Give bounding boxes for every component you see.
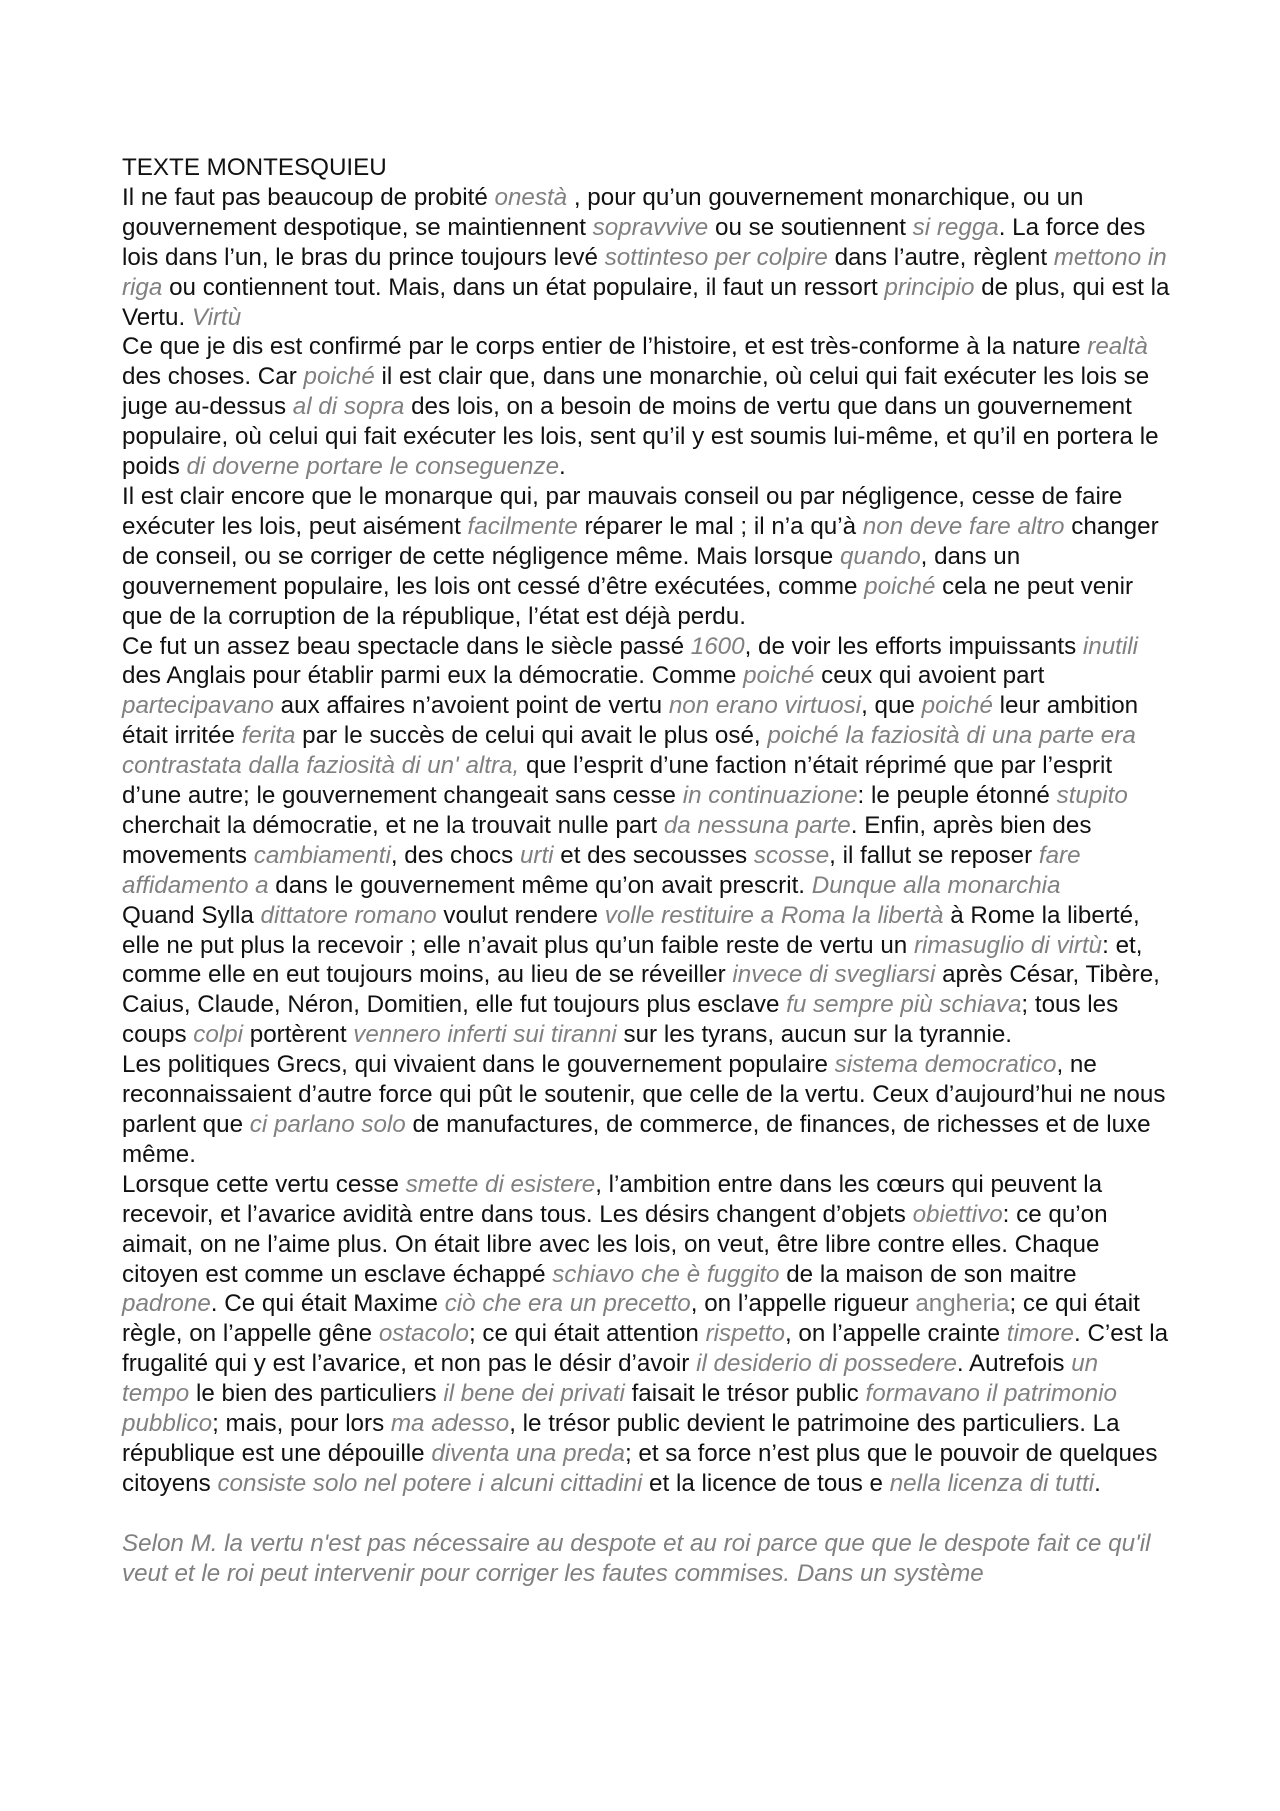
french-text: réparer le mal ; il n’a qu’à — [577, 512, 863, 540]
italian-translation: Virtù — [191, 303, 242, 331]
french-text: . — [1094, 1469, 1101, 1497]
italian-translation: smette di esistere — [405, 1170, 596, 1198]
french-text: : et, comme elle en eut toujours moins, au lieu de se réveiller — [122, 931, 1143, 989]
italian-translation: un tempo — [122, 1350, 1099, 1408]
italian-translation: invece di svegliarsi — [732, 961, 936, 989]
italian-translation: quando — [839, 542, 921, 570]
italian-translation: di doverne portare le conseguenze — [186, 453, 560, 481]
comment-paragraph: Selon M. la vertu n'est pas nécessaire au despote et au roi parce que que le despote fait ce qu'il veut et le roi peut intervenir pour corriger les fautes commises. Dans un système — [122, 1529, 1151, 1587]
french-text: ou se soutiennent — [708, 213, 913, 241]
italian-translation: urti — [519, 841, 554, 869]
french-text: ceux qui avoient part — [814, 662, 1045, 690]
french-text: , dans un gouvernement populaire, les lois ont cessé d’être exécutées, comme — [122, 542, 1021, 600]
french-text: faisait le trésor public — [624, 1380, 866, 1408]
french-text: Il ne faut pas beaucoup de probité — [122, 183, 495, 211]
italian-translation: in continuazione — [682, 782, 858, 810]
document-page — [122, 153, 1172, 1588]
french-text: . Autrefois — [956, 1350, 1072, 1378]
french-text: des Anglais pour établir parmi eux la démocratie. Comme — [122, 662, 744, 690]
french-text: aux affaires n’avoient point de vertu — [273, 692, 669, 720]
italian-translation: diventa una preda — [431, 1439, 625, 1467]
italian-translation: non erano virtuosi — [668, 692, 862, 720]
italian-translation: principio — [884, 273, 975, 301]
french-text: , on l’appelle rigueur — [690, 1290, 916, 1318]
french-text: , le trésor public devient le patrimoine des particuliers. La république est une dépouille — [122, 1410, 1120, 1467]
french-text: dans l’autre, règlent — [827, 243, 1054, 271]
french-text: . Enfin, après bien des movements — [122, 811, 1092, 869]
italian-translation: rispetto — [705, 1320, 785, 1348]
paragraph — [122, 632, 1172, 901]
paragraph — [122, 1170, 1172, 1499]
document-body — [122, 183, 1172, 1499]
french-text: : le peuple étonné — [857, 782, 1057, 810]
italian-translation: ci parlano solo — [249, 1111, 406, 1138]
french-text: il est clair que, dans une monarchie, où celui qui fait exécuter les lois se juge au-dessus — [122, 363, 1150, 421]
italian-translation: consiste solo nel potere i alcuni cittadini — [217, 1469, 643, 1497]
italian-translation: sottinteso per colpire — [604, 243, 828, 271]
french-text: , que — [861, 692, 922, 720]
italian-translation: nella licenza di tutti — [889, 1469, 1095, 1497]
italian-translation: Dunque alla monarchia — [811, 871, 1061, 899]
french-text: et la licence de tous e — [642, 1469, 890, 1497]
paragraph — [122, 332, 1172, 482]
french-text: ; ce qui était règle, on l’appelle gêne — [122, 1290, 1140, 1348]
french-text: de manufactures, de commerce, de finances, de richesses et de luxe même. — [122, 1111, 1151, 1168]
french-text: , de voir les efforts impuissants — [744, 632, 1083, 660]
italian-translation: rimasuglio di virtù — [913, 931, 1103, 959]
french-text: . C’est la frugalité qui y est l’avarice, et non pas le désir d’avoir — [122, 1320, 1169, 1378]
french-text: : ce qu’on aimait, on ne l’aime plus. On était libre avec les lois, on veut, être libre contre elles. Chaque citoyen est comme un esclave échappé — [122, 1200, 1108, 1288]
italian-translation: ferita — [241, 722, 296, 750]
french-text: Quand Sylla — [122, 901, 261, 929]
french-text: Ce fut un assez beau spectacle dans le siècle passé — [122, 632, 691, 660]
french-text: . La force des lois dans l’un, le bras du prince toujours levé — [122, 213, 1146, 271]
french-text: Ce que je dis est confirmé par le corps entier de l’histoire, et est très-conforme à la nature — [122, 333, 1088, 361]
french-text: . Ce qui était Maxime — [210, 1290, 445, 1318]
italian-translation: realtà — [1087, 333, 1148, 361]
italian-translation: onestà — [494, 183, 568, 211]
italian-translation: poiché — [921, 692, 993, 720]
french-text: portèrent — [243, 1021, 354, 1049]
italian-translation: al di sopra — [292, 393, 405, 421]
french-text: Les politiques Grecs, qui vivaient dans le gouvernement populaire — [122, 1051, 835, 1079]
italian-translation: sopravvive — [592, 213, 709, 241]
french-text: ; tous les coups — [122, 991, 1119, 1049]
italian-translation: volle restituire a Roma la libertà — [604, 901, 944, 929]
italian-translation: dittatore romano — [260, 901, 437, 929]
french-text: , pour qu’un gouvernement monarchique, ou un gouvernement despotique, se maintiennent — [122, 183, 1084, 241]
french-text: changer de conseil, ou se corriger de cette négligence même. Mais lorsque — [122, 512, 1159, 570]
italian-translation: fare affidamento a — [122, 841, 1081, 899]
italian-translation: inutili — [1082, 632, 1139, 660]
french-text: , des chocs — [390, 841, 520, 869]
italian-translation: 1600 — [690, 632, 745, 660]
italian-translation: poiché — [864, 572, 936, 600]
italian-translation: schiavo che è fuggito — [552, 1260, 780, 1288]
french-text: par le succès de celui qui avait le plus osé, — [295, 722, 768, 750]
french-text: ; mais, pour lors — [212, 1410, 391, 1438]
french-text: des choses. Car — [122, 363, 304, 391]
italian-translation: cambiamenti — [253, 841, 391, 869]
italian-translation: scosse — [753, 841, 830, 869]
french-text: Lorsque cette vertu cesse — [122, 1170, 406, 1198]
french-text: Il est clair encore que le monarque qui, par mauvais conseil ou par négligence, cesse de faire exécuter les lois, peut aisément — [122, 482, 1123, 540]
french-text: à Rome la liberté, elle ne put plus la recevoir ; elle n’avait plus qu’un faible reste de vertu un — [122, 901, 1140, 959]
italian-translation: ciò che era un precetto — [444, 1290, 691, 1318]
french-text: des lois, on a besoin de moins de vertu que dans un gouvernement populaire, où celui qui fait exécuter les lois, sent qu’il y est soumis lui-même, et qu’il en portera le poids — [122, 393, 1159, 481]
italian-translation: da nessuna parte — [663, 811, 851, 839]
french-text: de la maison de son maitre — [779, 1260, 1077, 1288]
italian-translation: timore — [1006, 1320, 1074, 1348]
french-text: , il fallut se reposer — [829, 841, 1039, 869]
italian-translation: angheria — [915, 1290, 1010, 1318]
paragraph — [122, 901, 1172, 1051]
french-text: leur ambition était irritée — [122, 692, 1139, 750]
italian-translation: sistema democratico — [834, 1051, 1057, 1079]
italian-translation: facilmente — [467, 512, 578, 540]
italian-translation: formavano il patrimonio pubblico — [122, 1380, 1117, 1438]
italian-translation: si regga — [912, 213, 999, 241]
italian-translation: ostacolo — [378, 1320, 469, 1348]
italian-translation: stupito — [1056, 782, 1128, 810]
italian-translation: poiché la faziosità di una parte era contrastata dalla faziosità di un' altra, — [122, 722, 1136, 780]
french-text: que l’esprit d’une faction n’était réprimé que par l’esprit d’une autre; le gouvernement changeait sans cesse — [122, 752, 1113, 810]
italian-translation: colpi — [193, 1021, 244, 1049]
french-text: de plus, qui est la Vertu. — [122, 273, 1170, 331]
italian-translation: obiettivo — [912, 1200, 1003, 1228]
italian-translation: vennero inferti sui tiranni — [353, 1021, 617, 1049]
french-text: ; ce qui était attention — [468, 1320, 706, 1348]
french-text: cela ne peut venir que de la corruption de la république, l’état est déjà perdu. — [122, 572, 1134, 630]
italian-translation: poiché — [743, 662, 815, 690]
french-text: ou contiennent tout. Mais, dans un état populaire, il faut un ressort — [162, 273, 885, 301]
paragraph — [122, 1050, 1172, 1170]
french-text: cherchait la démocratie, et ne la trouvait nulle part — [122, 811, 664, 839]
french-text: . — [559, 453, 566, 481]
italian-translation: il bene dei privati — [443, 1380, 625, 1408]
french-text: , ne reconnaissaient d’autre force qui pût le soutenir, que celle de la vertu. Ceux d’aujourd’hui ne nous parlent que — [122, 1051, 1166, 1138]
paragraph-spacer — [122, 1499, 1172, 1529]
french-text: , on l’appelle crainte — [784, 1320, 1007, 1348]
french-text: sur les tyrans, aucun sur la tyrannie. — [616, 1021, 1013, 1049]
italian-translation: mettono in riga — [122, 243, 1167, 301]
french-text: ; et sa force n’est plus que le pouvoir de quelques citoyens — [122, 1439, 1158, 1497]
french-text: , l’ambition entre dans les cœurs qui peuvent la recevoir, et l’avarice avidità entre dans tous. Les désirs changent d’objets — [122, 1170, 1103, 1228]
french-text: après César, Tibère, Caius, Claude, Néron, Domitien, elle fut toujours plus esclave — [122, 961, 1160, 1019]
italian-translation: non deve fare altro — [862, 512, 1065, 540]
italian-translation: padrone — [122, 1290, 211, 1318]
french-text: voulut rendere — [436, 901, 605, 929]
paragraph — [122, 482, 1172, 632]
italian-translation: fu sempre più schiava — [786, 991, 1022, 1019]
paragraph — [122, 183, 1172, 333]
french-text: et des secousses — [553, 841, 754, 869]
italian-translation: partecipavano — [122, 692, 274, 720]
italian-translation: poiché — [303, 363, 375, 391]
french-text: le bien des particuliers — [189, 1380, 444, 1408]
italian-translation: il desiderio di possedere — [696, 1350, 957, 1378]
french-text: dans le gouvernement même qu’on avait prescrit. — [268, 871, 812, 899]
document-title: TEXTE MONTESQUIEU — [122, 154, 387, 181]
italian-translation: ma adesso — [390, 1410, 510, 1438]
